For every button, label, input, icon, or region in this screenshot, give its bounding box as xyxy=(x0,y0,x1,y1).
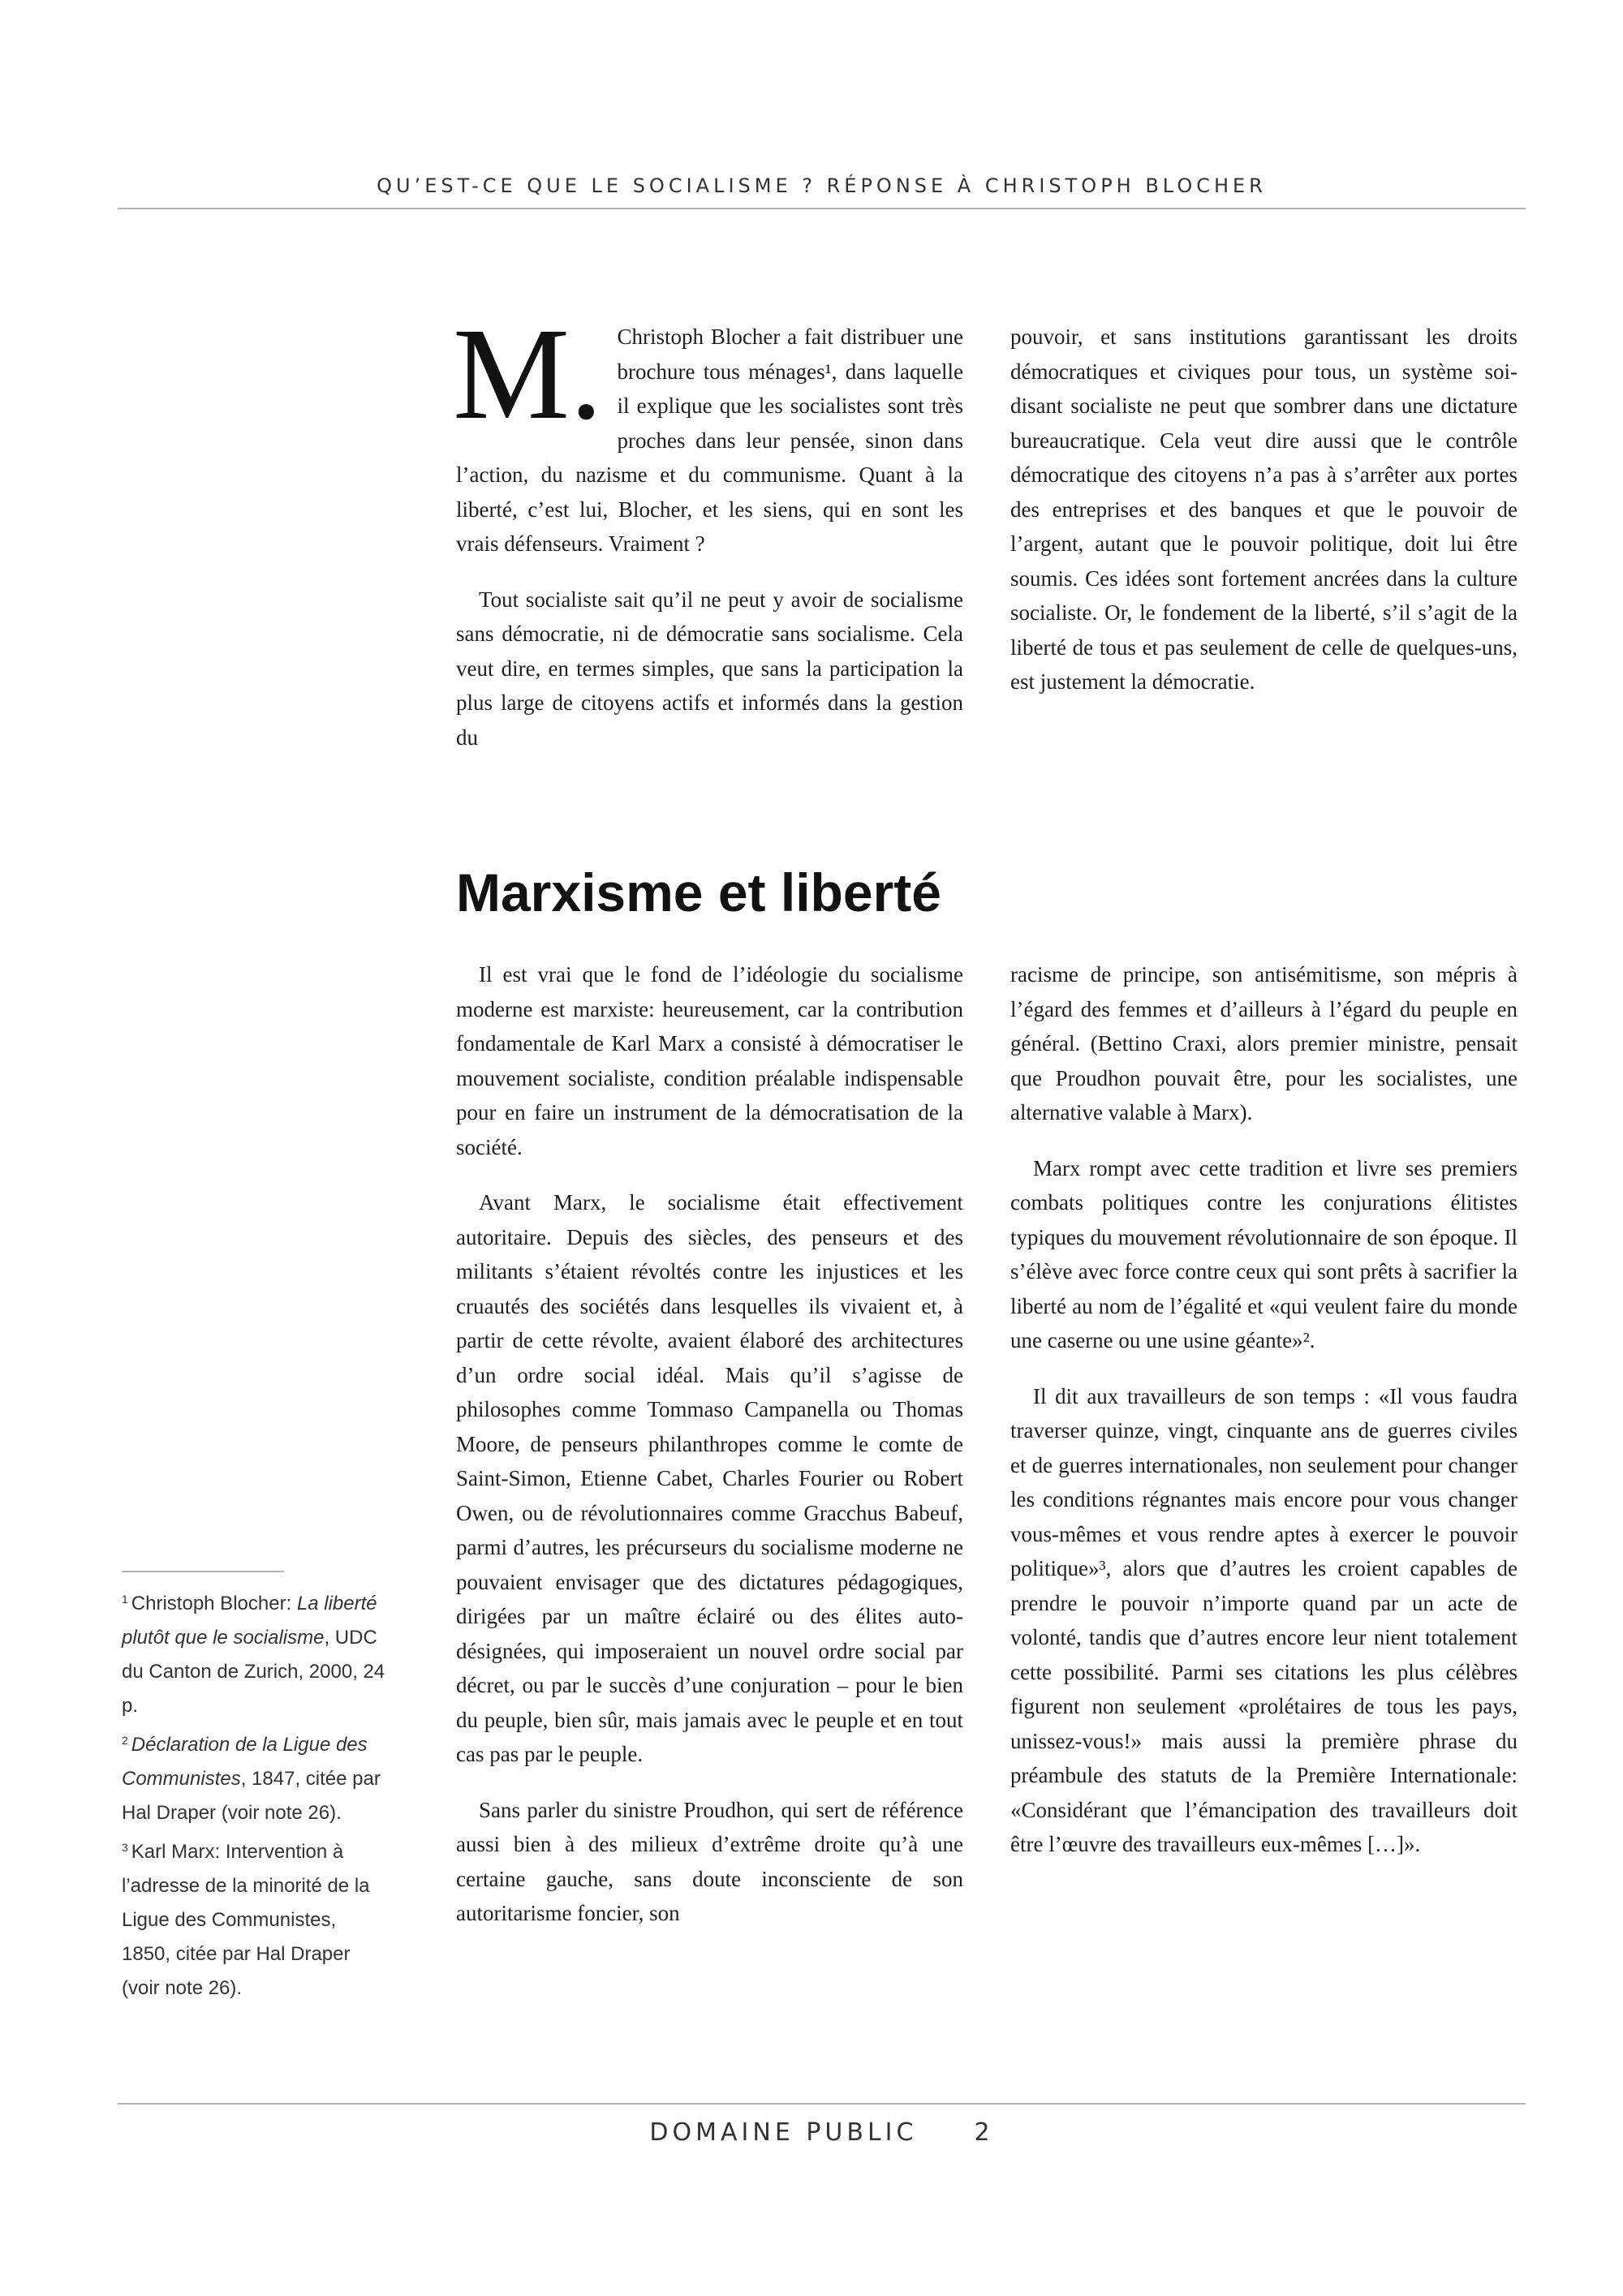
publication-name: DOMAINE PUBLIC xyxy=(649,2118,918,2147)
footnote xyxy=(122,1582,385,1723)
page-number: 2 xyxy=(974,2118,994,2147)
footnote-text: Déclaration de la Ligue des Communistes xyxy=(122,1734,368,1790)
header-rule xyxy=(118,208,1526,209)
body-paragraph: Il dit aux travailleurs de son temps : «Il vous faudra traverser quinze, vingt, cinquante ans de guerres civiles et de guerres internationales, non seulement pour changer les conditions régnantes mais encore pour vous changer vous-mêmes et vous rendre aptes à exercer le pouvoir politique»³, alors que d’autres les croient capables de prendre le pouvoir n’importe quand par un acte de volonté, tandis que d’autres encore leur nient totalement cette possibilité. Parmi ses citations les plus célèbres figurent non seulement «prolétaires de tous les pays, unissez-vous!» mais aussi la première phrase du préambule des statuts de la Première Internationale: «Considérant que l’émancipation des travailleurs doit être l’œuvre des travailleurs eux-mêmes […]». xyxy=(1010,1383,1518,1856)
footnote-text: , UDC du Canton de Zurich, 2000, 24 p. xyxy=(122,1627,385,1717)
footnote-number: 1 xyxy=(122,1593,128,1606)
footnote-text: Christoph Blocher: xyxy=(131,1593,297,1615)
footnote xyxy=(122,1723,385,1830)
footnote-rule xyxy=(122,1571,284,1572)
footnote xyxy=(122,1830,385,2006)
intro-left-column xyxy=(453,302,963,776)
body-paragraph: racisme de principe, son antisémitisme, son mépris à l’égard des femmes et d’ailleurs à l’égard du peuple en général. (Bettino Craxi, alors premier ministre, pensait que Proudhon pouvait être, pour les socialistes, une alternative valable à Marx). xyxy=(1010,962,1518,1124)
intro-paragraph: pouvoir, et sans institutions garantissant les droits démocratiques et civiques pour tous, un système soi-disant socialiste ne peut que sombrer dans une dictature bureaucratique. Cela veut dire aussi que le contrôle démocratique des citoyens n’a pas à s’arrêter aux portes des entreprises et des banques et que le pouvoir de l’argent, autant que le pouvoir politique, doit lui être soumis. Ces idées sont fortement ancrées dans la culture socialiste. Or, le fondement de la liberté, s’il s’agit de la liberté de tous et pas seulement de celle de quelques-uns, est justement la démocratie. xyxy=(1010,325,1518,694)
intro-paragraph: Tout socialiste sait qu’il ne peut y avoir de socialisme sans démocratie, ni de démocratie sans socialisme. Cela veut dire, en termes simples, que sans la participation la plus large de citoyens actifs et informés dans la gestion du xyxy=(456,587,963,750)
footnotes xyxy=(122,1582,385,2006)
footnote-number: 2 xyxy=(122,1734,128,1747)
body-paragraph: Avant Marx, le socialisme était effectivement autoritaire. Depuis des siècles, des penseurs et des militants s’étaient révoltés contre les injustices et les cruautés des sociétés dans lesquelles ils vivaient et, à partir de cette révolte, avaient élaboré des architectures d’un ordre social idéal. Mais qu’il s’agisse de philosophes comme Tommaso Campanella ou Thomas Moore, de penseurs philanthropes comme le comte de Saint-Simon, Etienne Cabet, Charles Fourier ou Robert Owen, ou de révolutionnaires comme Gracchus Babeuf, parmi d’autres, les précurseurs du socialisme moderne ne pouvaient envisager que des dictatures pédagogiques, dirigées par un maître éclairé ou des élites auto-désignées, qui imposeraient un nouvel ordre social par décret, ou par le succès d’une conjuration – pour le bien du peuple, bien sûr, mais jamais avec le peuple et en tout cas pas par le peuple. xyxy=(456,1190,963,1766)
body-paragraph: Marx rompt avec cette tradition et livre ses premiers combats politiques contre les conjurations élitistes typiques du mouvement révolutionnaire de son époque. Il s’élève avec force contre ceux qui sont prêts à sacrifier la liberté au nom de l’égalité et «qui veulent faire du monde une caserne ou une usine géante»². xyxy=(1010,1155,1518,1352)
body-paragraph: Il est vrai que le fond de l’idéologie du socialisme moderne est marxiste: heureusement, car la contribution fondamentale de Karl Marx a consisté à démocratiser le mouvement socialiste, condition préalable indispensable pour en faire un instrument de la démocratisation de la société. xyxy=(456,962,963,1159)
running-head: QU’EST-CE QUE LE SOCIALISME ? RÉPONSE À CHRISTOPH BLOCHER xyxy=(377,174,1267,197)
footnote-text: Karl Marx: Intervention à l’adresse de la minorité de la Ligue des Communistes, 1850, citée par Hal Draper (voir note 26). xyxy=(122,1841,370,1999)
footnote-text: , 1847, citée par Hal Draper (voir note 26). xyxy=(122,1768,381,1824)
intro-right-column xyxy=(1010,320,1518,720)
section-right-column xyxy=(1010,957,1518,1883)
drop-cap: M. xyxy=(453,302,603,447)
section-left-column xyxy=(456,957,963,1952)
body-paragraph: Sans parler du sinistre Proudhon, qui sert de référence aussi bien à des milieux d’extrême droite qu’à une certaine gauche, sans doute inconsciente de son autoritarisme foncier, son xyxy=(456,1797,963,1925)
footer-rule xyxy=(118,2103,1526,2105)
footnote-text: La liberté plutôt que le socialisme xyxy=(122,1593,377,1649)
page-footer xyxy=(118,2118,1526,2147)
footnote-number: 3 xyxy=(122,1841,128,1854)
section-title: Marxisme et liberté xyxy=(456,862,941,922)
intro-paragraph: Christoph Blocher a fait distribuer une brochure tous ménages¹, dans laquelle il explique que les socialistes sont très proches dans leur pensée, sinon dans l’action, du nazisme et du communisme. Quant à la liberté, c’est lui, Blocher, et les siens, qui en sont les vrais défenseurs. Vraiment ? xyxy=(456,325,963,556)
